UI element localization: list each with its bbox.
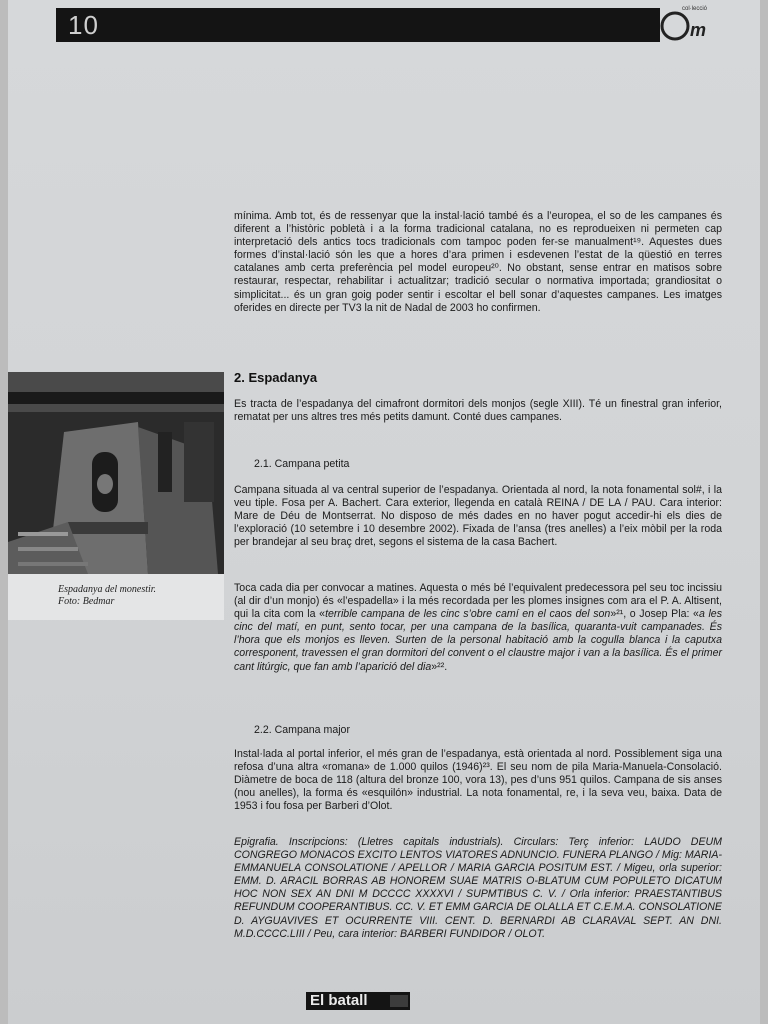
logo-circle-icon <box>660 8 690 44</box>
subsection-title-major-bell: 2.2. Campana major <box>254 724 350 736</box>
logo-small-text: col·lecció <box>682 6 708 12</box>
collection-logo <box>660 6 724 46</box>
quote-altisent: terrible campana de les cinc s’obre camí en el caos del son <box>325 608 611 621</box>
section-paragraph <box>234 398 722 424</box>
intro-paragraph <box>234 210 722 315</box>
header-bar <box>56 8 660 42</box>
section-text: Es tracta de l’espadanya del cimafront dormitori dels monjos (segle XIII). Té un finestral gran inferior, rematat per uns altres tres més petits damunt. Conté dues campanes. <box>234 398 722 424</box>
footer-label: El batall <box>310 992 368 1009</box>
text-fragment: »²². <box>431 660 448 673</box>
text-fragment: »²¹, o Josep Pla: « <box>610 608 699 621</box>
text-fragment: Toca cada dia per convocar a matines. Aquesta o més bé l’equivalent predecessora pel seu toc incissiu (al dir d’un monjo) és «l’espadella» i la més recordada per les plomes insignes com ara el P. A. Altisent, qui la cita com la « <box>234 582 722 621</box>
footer-mark <box>390 995 408 1007</box>
small-bell-text-2 <box>234 582 722 674</box>
section-title: 2. Espadanya <box>234 370 318 385</box>
quote-pla: a les cinc del matí, en punt, sento tocar, per una campana de la basílica, quaranta-vuit campanades. És l’hora que els monjos es lleven. Surten de la personal habitació amb la cogulla blanca i la caputxa corresponent, travessen el gran dormitori del convent o el claustre major i van a la basílica. És el primer cant litúrgic, que fan amb l’aparició del dia <box>234 608 722 673</box>
intro-text: mínima. Amb tot, és de ressenyar que la instal·lació també és a l’europea, el so de les campanes és diferent a l’històric pobletà i a la forma tradicional catalana, no es reprodueixen ni permeten cap interpretació dels antics tocs tradicionals com tampoc poden fer-se manualment¹⁹. Aquestes dues formes d’instal·lació són les que a hores d’ara primen i esdevenen l’estat de la qüestió en terres catalanes amb certa preferència pel model europeu²⁰. No obstant, sense entrar en matisos sobre restaurar, respectar, rehabilitar i actualitzar; tradició secular o normativa importada; grandiositat o simplicitat... és un gran goig poder sentir i escoltar el bell sonar d’aquestes campanes. Les imatges oferides en directe per TV3 la nit de Nadal de 2003 ho confirmen. <box>234 210 722 314</box>
subsection-title-small-bell: 2.1. Campana petita <box>254 458 350 470</box>
epigraph-paragraph <box>234 836 722 941</box>
photo-bell-gable <box>8 372 224 574</box>
photo-caption <box>58 584 228 608</box>
caption-line-1: Espadanya del monestir. <box>58 584 157 595</box>
logo-text: m <box>690 20 707 40</box>
caption-line-2: Foto: Bedmar <box>58 596 115 607</box>
major-bell-text: Instal·lada al portal inferior, el més gran de l’espadanya, està orientada al nord. Possiblement siga una refosa d’una altra «romana» de 1.000 quilos (1946)²³. El seu nom de pila Maria-Manuela-Consolació. Diàmetre de boca de 118 (altura del bronze 100, vora 13), pes d’uns 951 quilos. Campana de sis anses (nou anelles), la forma és «esquilón» industrial. La nota fonamental, re, i la seva veu, baixa. Data de 1953 i fou fosa per Barberi d’Olot. <box>234 748 722 813</box>
bell-gable-image <box>8 372 224 574</box>
small-bell-paragraph-2 <box>234 582 722 674</box>
major-bell-paragraph <box>234 748 722 813</box>
page-number: 10 <box>68 10 99 40</box>
small-bell-paragraph-1 <box>234 484 722 549</box>
footer-logo <box>306 992 410 1010</box>
epigraph-text: Epigrafia. Inscripcions: (Lletres capitals industrials). Circulars: Terç inferior: LAUDO DEUM CONGREGO MONACOS EXCITO LENTOS VIATORES ADNUNCIO. FUNERA PLANGO / Mig: MARIA-EMMANUELA CONSOLATIONE / APELLOR / MARIA GARCIA POSITUM EST. / Migeu, orla superior: EMM. D. ARACIL BORRAS AB HONOREM SUAE MATRIS O-BLATUM CUM POPULETO DICATUM HOC NON SEX AN DNI M DCCCC XXXXVI / SUPMTIBUS C. V. / Orla inferior: PRAESTANTIBUS REFUNDUM COOPERANTIBUS. CC. V. ET EMM GARCIA DE OLALLA ET C.E.M.A. CONSOLATIONE D. AYGUAVIVES ET OCURRENTE VIII. CENT. D. BERNARDI AB CLARAVAL SEPT. AN DNI. M.D.CCCC.LIII / Peu, cara interior: BARBERI FUNDIDOR / OLOT. <box>234 836 722 940</box>
small-bell-text-1: Campana situada al va central superior de l’espadanya. Orientada al nord, la nota fonamental sol#, i la veu tiple. Fosa per A. Bachert. Cara exterior, llegenda en català REINA / DE LA / PAU. Cara interior: Mare de Déu de Montserrat. No disposo de més dades en no haver pogut accedir-hi els dies de l’exploració (10 setembre i 10 desembre 2002). Fixada de l’ansa (tres anelles) a l’eix mòbil per la roda per brandejar al seu braç dret, segons el sistema de la casa Bachert. <box>234 484 722 549</box>
